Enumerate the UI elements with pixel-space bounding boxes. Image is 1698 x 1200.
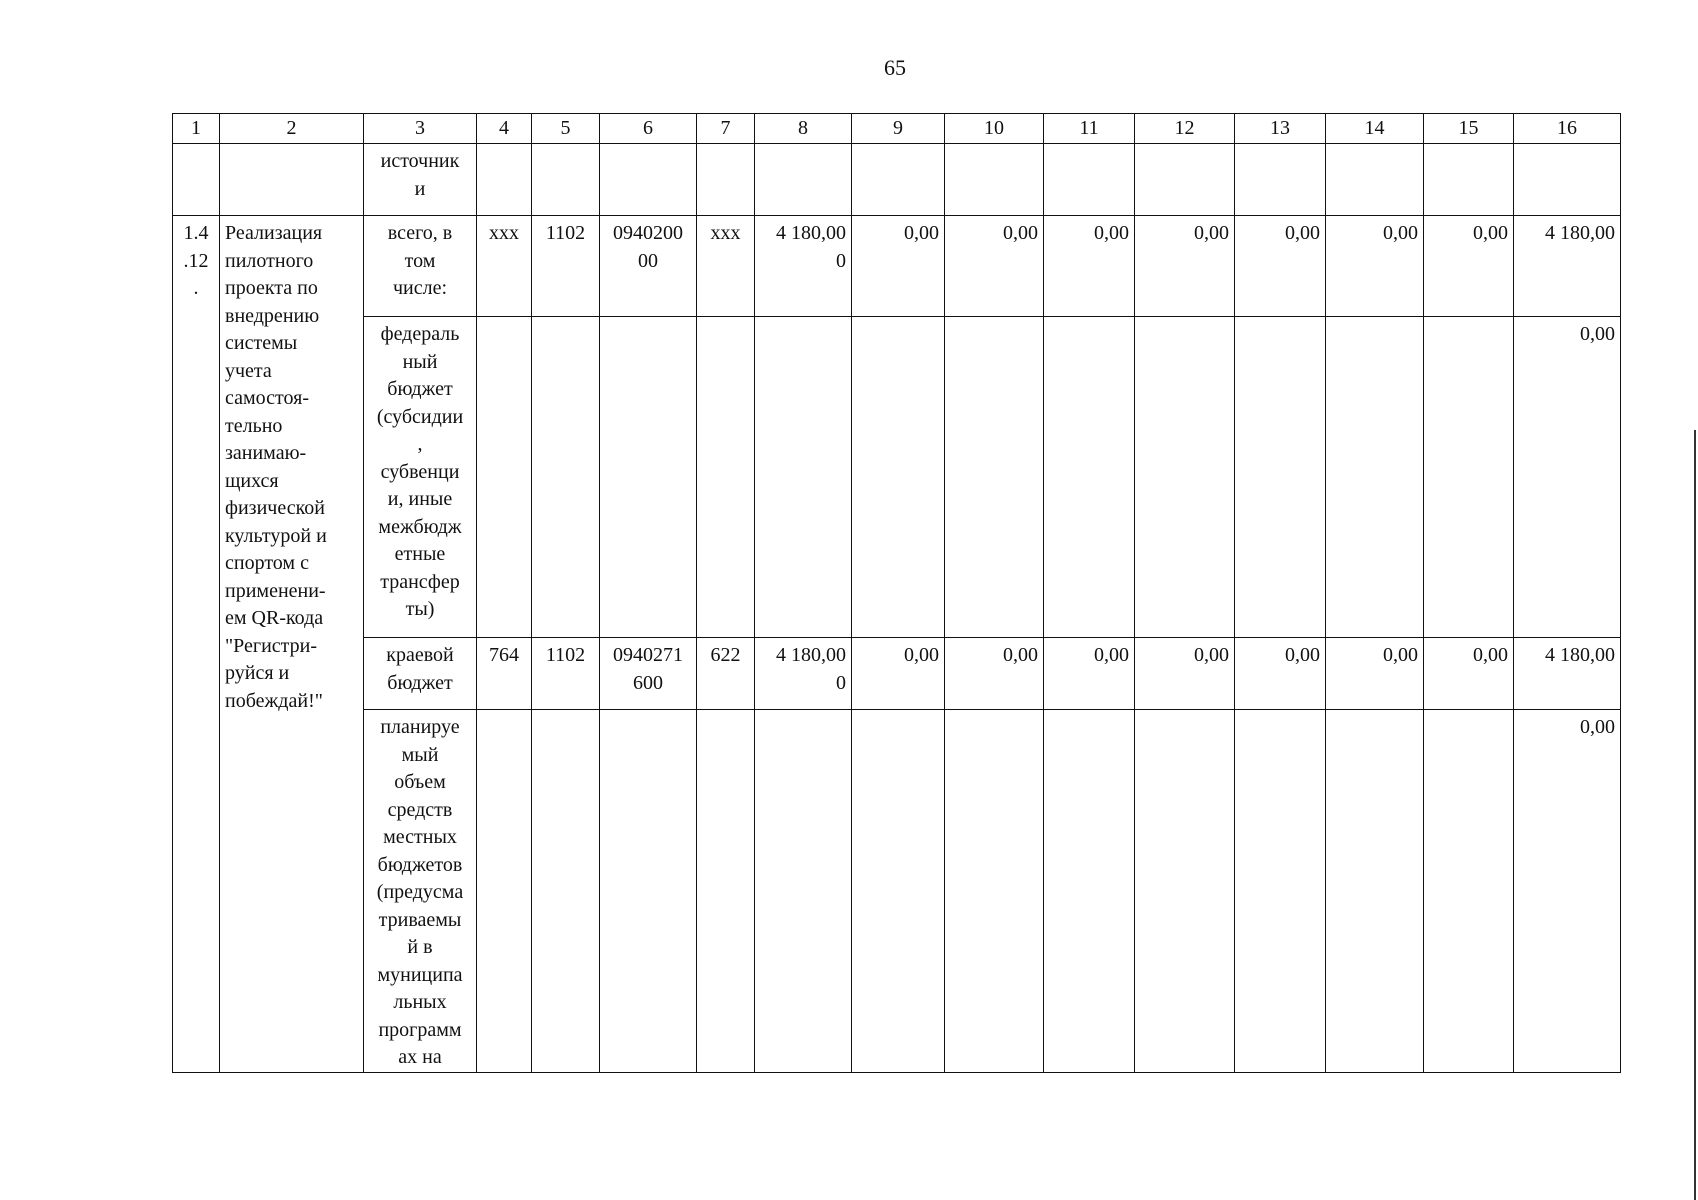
total-c9: 0,00 [852, 216, 945, 317]
header-cell: 8 [755, 114, 852, 144]
table-row-federal [173, 317, 1621, 638]
source-label: источник и [364, 144, 477, 216]
regional-c14: 0,00 [1326, 638, 1424, 710]
header-cell: 14 [1326, 114, 1424, 144]
regional-c8: 4 180,00 0 [755, 638, 852, 710]
header-cell: 15 [1424, 114, 1514, 144]
regional-c15: 0,00 [1424, 638, 1514, 710]
total-c10: 0,00 [945, 216, 1044, 317]
header-cell: 7 [697, 114, 755, 144]
table-row-total [173, 216, 1621, 317]
regional-c6: 0940271 600 [600, 638, 697, 710]
item-name: Реализация пилотного проекта по внедрению системы учета самостоя- тельно занимаю- щихся физической культурой и спортом с применени- ем QR-кода "Регистри- руйся и побеждай!" [220, 216, 364, 1073]
header-cell: 2 [220, 114, 364, 144]
regional-c13: 0,00 [1235, 638, 1326, 710]
item-number: 1.4 .12 . [173, 216, 220, 1073]
regional-c5: 1102 [532, 638, 600, 710]
page-number: 65 [884, 55, 906, 80]
regional-c16: 4 180,00 [1514, 638, 1621, 710]
header-cell: 12 [1135, 114, 1235, 144]
total-c14: 0,00 [1326, 216, 1424, 317]
total-c12: 0,00 [1135, 216, 1235, 317]
local-c16: 0,00 [1514, 710, 1621, 1073]
header-cell: 6 [600, 114, 697, 144]
total-c15: 0,00 [1424, 216, 1514, 317]
header-cell: 1 [173, 114, 220, 144]
federal-label: федераль ный бюджет (субсидии , субвенци и, иные межбюдж етные трансфер ты) [364, 317, 477, 638]
total-c4: ххх [477, 216, 532, 317]
total-c6: 0940200 00 [600, 216, 697, 317]
header-row [173, 114, 1621, 144]
local-label: планируе мый объем средств местных бюджетов (предусма триваемы й в муниципа льных программ ах на [364, 710, 477, 1073]
scan-edge-line [1694, 430, 1696, 1200]
continuation-row [173, 144, 1621, 216]
regional-c9: 0,00 [852, 638, 945, 710]
total-c7: ххх [697, 216, 755, 317]
header-cell: 4 [477, 114, 532, 144]
header-cell: 5 [532, 114, 600, 144]
total-c13: 0,00 [1235, 216, 1326, 317]
regional-c10: 0,00 [945, 638, 1044, 710]
header-cell: 11 [1044, 114, 1135, 144]
total-c16: 4 180,00 [1514, 216, 1621, 317]
total-label: всего, в том числе: [364, 216, 477, 317]
header-cell: 3 [364, 114, 477, 144]
regional-label: краевой бюджет [364, 638, 477, 710]
regional-c4: 764 [477, 638, 532, 710]
total-c11: 0,00 [1044, 216, 1135, 317]
budget-table [172, 113, 1621, 1073]
header-cell: 9 [852, 114, 945, 144]
table-row-local [173, 710, 1621, 1073]
table-row-regional [173, 638, 1621, 710]
federal-c16: 0,00 [1514, 317, 1621, 638]
header-cell: 10 [945, 114, 1044, 144]
total-c8: 4 180,00 0 [755, 216, 852, 317]
header-cell: 13 [1235, 114, 1326, 144]
regional-c7: 622 [697, 638, 755, 710]
regional-c12: 0,00 [1135, 638, 1235, 710]
total-c5: 1102 [532, 216, 600, 317]
regional-c11: 0,00 [1044, 638, 1135, 710]
header-cell: 16 [1514, 114, 1621, 144]
